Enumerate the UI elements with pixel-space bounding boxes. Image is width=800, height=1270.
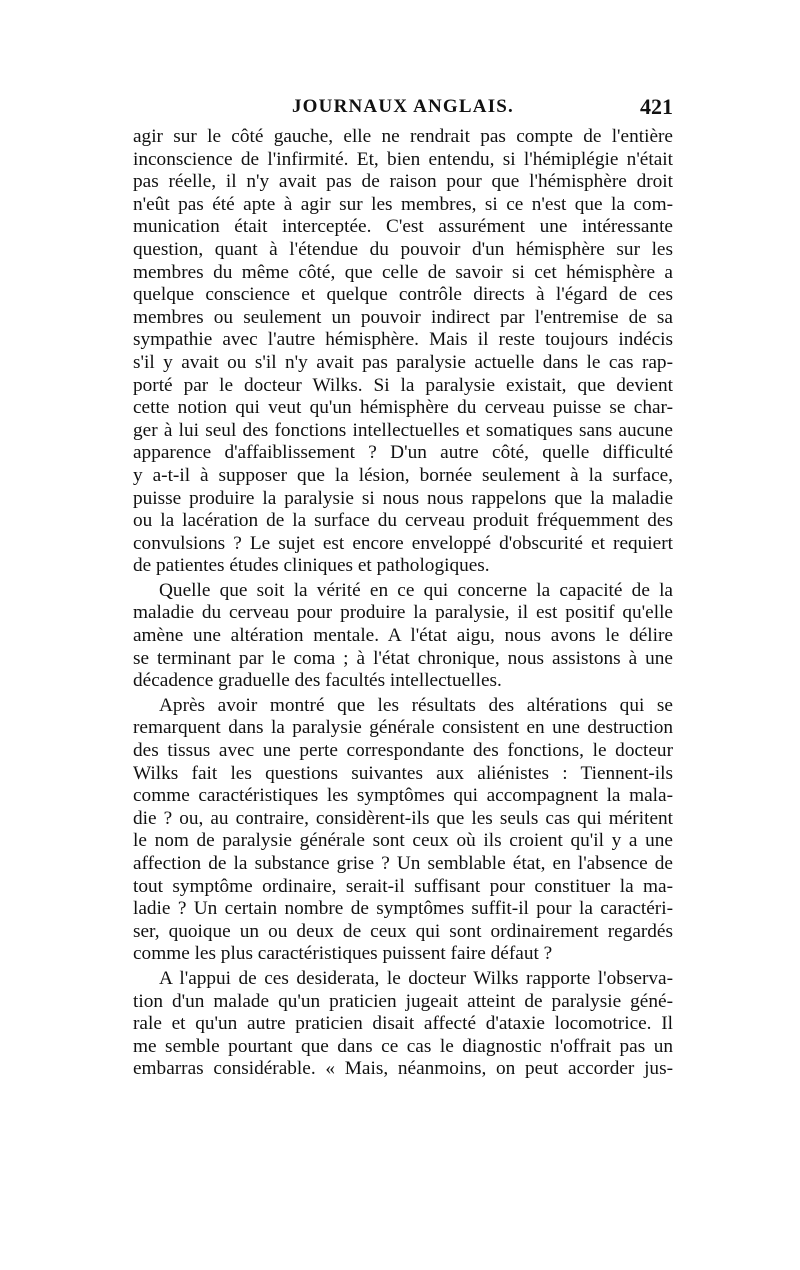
text-line: ger à lui seul des fonctions intellectuelles et somatiques sans aucune	[133, 419, 673, 441]
running-head	[133, 92, 673, 122]
text-line: ladie ? Un certain nombre de symptômes suffit-il pour la caractéri-	[133, 898, 673, 920]
text-line: cette notion qui veut qu'un hémisphère du cerveau puisse se char-	[133, 397, 673, 419]
paragraph	[133, 126, 673, 578]
text-line: rale et qu'un autre praticien disait affecté d'ataxie locomotrice. Il	[133, 1013, 673, 1035]
text-line: embarras considérable. « Mais, néanmoins, on peut accorder jus-	[133, 1058, 673, 1080]
text-line: Wilks fait les questions suivantes aux aliénistes : Tiennent-ils	[133, 762, 673, 784]
text-line: tout symptôme ordinaire, serait-il suffisant pour constituer la ma-	[133, 875, 673, 897]
text-line: ou la lacération de la surface du cerveau produit fréquemment des	[133, 510, 673, 532]
text-line: de patientes études cliniques et pathologiques.	[133, 555, 490, 577]
paragraph	[133, 695, 673, 966]
text-line: quelque conscience et quelque contrôle directs à l'égard de ces	[133, 284, 673, 306]
text-line: des tissus avec une perte correspondante des fonctions, le docteur	[133, 740, 673, 762]
text-line: apparence d'affaiblissement ? D'un autre côté, quelle difficulté	[133, 442, 673, 464]
text-line: me semble pourtant que dans ce cas le diagnostic n'offrait pas un	[133, 1035, 673, 1057]
text-line: agir sur le côté gauche, elle ne rendrait pas compte de l'entière	[133, 126, 673, 147]
text-line: décadence graduelle des facultés intellectuelles.	[133, 670, 502, 692]
text-line: amène une altération mentale. A l'état aigu, nous avons le délire	[133, 625, 673, 647]
text-line: comme caractéristiques les symptômes qui accompagnent la mala-	[133, 785, 673, 807]
text-line: s'il y avait ou s'il n'y avait pas paralysie actuelle dans le cas rap-	[133, 351, 673, 373]
paragraph	[133, 968, 673, 1081]
text-line: y a-t-il à supposer que la lésion, bornée seulement à la surface,	[133, 464, 673, 486]
text-line: porté par le docteur Wilks. Si la paralysie existait, que devient	[133, 374, 673, 396]
text-line: Après avoir montré que les résultats des altérations qui se	[159, 694, 673, 716]
text-line: n'eût pas été apte à agir sur les membres, si ce n'est que la com-	[133, 193, 673, 215]
text-line: remarquent dans la paralysie générale consistent en une destruction	[133, 717, 673, 739]
text-line: membres du même côté, que celle de savoir si cet hémisphère a	[133, 261, 673, 283]
text-line: membres ou seulement un pouvoir indirect par l'entremise de sa	[133, 306, 673, 328]
body-text	[133, 126, 673, 1081]
text-line: die ? ou, au contraire, considèrent-ils que les seuls cas qui méritent	[133, 807, 673, 829]
text-line: A l'appui de ces desiderata, le docteur Wilks rapporte l'observa-	[159, 967, 673, 989]
text-line: le nom de paralysie générale sont ceux où ils croient qu'il y a une	[133, 830, 673, 852]
page-number: 421	[640, 94, 673, 119]
text-line: Quelle que soit la vérité en ce qui concerne la capacité de la	[159, 579, 673, 601]
text-line: affection de la substance grise ? Un semblable état, en l'absence de	[133, 853, 673, 874]
text-line: munication était interceptée. C'est assurément une intéressante	[133, 216, 673, 238]
text-line: pas réelle, il n'y avait pas de raison pour que l'hémisphère droit	[133, 171, 673, 193]
text-line: puisse produire la paralysie si nous nous rappelons que la maladie	[133, 487, 673, 509]
text-line: inconscience de l'infirmité. Et, bien entendu, si l'hémiplégie n'était	[133, 148, 673, 170]
text-line: sympathie avec l'autre hémisphère. Mais il reste toujours indécis	[133, 329, 673, 351]
paragraph	[133, 580, 673, 693]
running-title: JOURNAUX ANGLAIS.	[291, 96, 515, 117]
text-line: se terminant par le coma ; à l'état chronique, nous assistons à une	[133, 647, 673, 669]
text-line: convulsions ? Le sujet est encore enveloppé d'obscurité et requiert	[133, 532, 673, 554]
text-line: tion d'un malade qu'un praticien jugeait atteint de paralysie géné-	[133, 990, 673, 1012]
text-line: question, quant à l'étendue du pouvoir d'un hémisphère sur les	[133, 238, 673, 260]
text-line: maladie du cerveau pour produire la paralysie, il est positif qu'elle	[133, 602, 673, 624]
text-line: comme les plus caractéristiques puissent faire défaut ?	[133, 943, 553, 965]
text-line: ser, quoique un ou deux de ceux qui sont ordinairement regardés	[133, 920, 673, 942]
